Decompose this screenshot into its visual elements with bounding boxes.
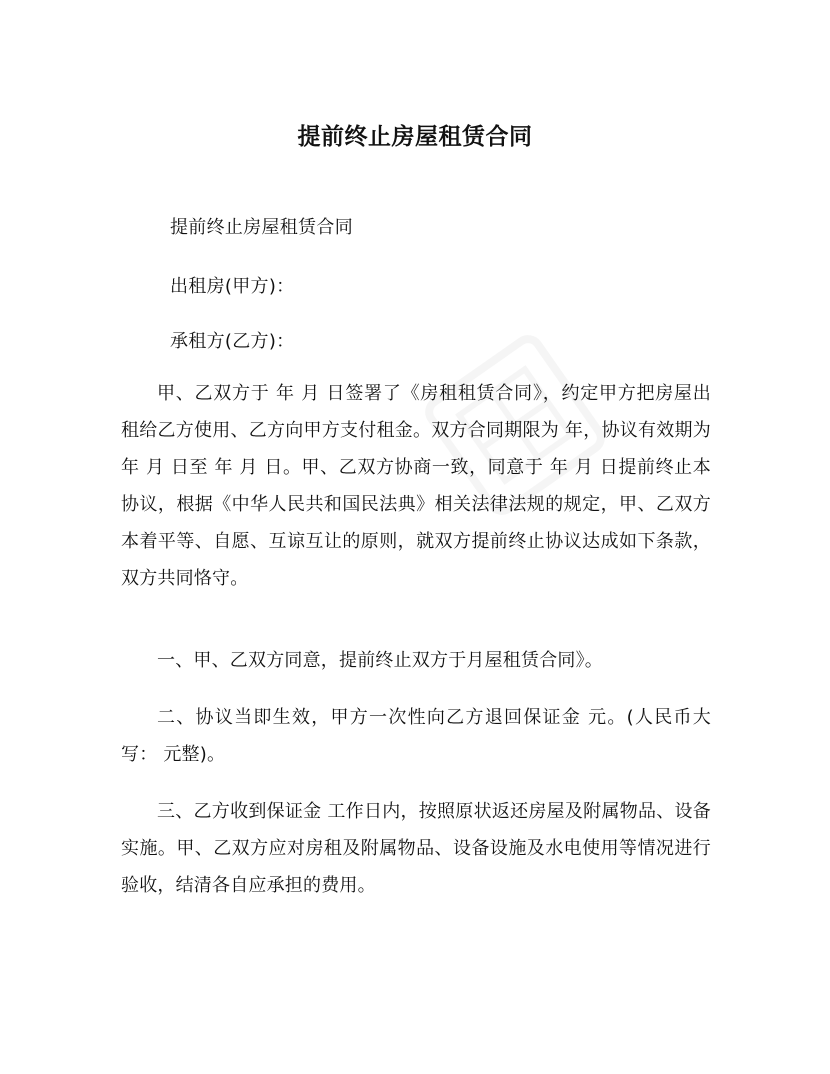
paragraph-clause-2: 二、协议当即生效，甲方一次性向乙方退回保证金 元。(人民币大写： 元整)。 [121,707,711,765]
lessee-label: 承租方(乙方)： [170,331,295,352]
paragraph-clause-1: 一、甲、乙双方同意，提前终止双方于月屋租赁合同》。 [157,650,603,671]
paragraph-clause-3: 三、乙方收到保证金 工作日内，按照原状返还房屋及附属物品、设备实施。甲、乙双方应对房租及附属物品、设备设施及水电使用等情况进行验收，结清各自应承担的费用。 [121,801,711,896]
document-subtitle: 提前终止房屋租赁合同 [170,217,353,238]
paragraph-intro: 甲、乙双方于 年 月 日签署了《房租租赁合同》，约定甲方把房屋出租给乙方使用、乙方向甲方支付租金。双方合同期限为 年，协议有效期为 年 月 日至 年 月 日。甲、乙双方协商一致，同意于 年 月 日提前终止本协议，根据《中华人民共和国民法典》相关法律法规的规定，甲、乙双方本着平等、自愿、互谅互让的原则，就双方提前终止协议达成如下条款，双方共同恪守。 [121,383,711,589]
document-title: 提前终止房屋租赁合同 [297,124,533,150]
lessor-label: 出租房(甲方)： [170,276,295,297]
